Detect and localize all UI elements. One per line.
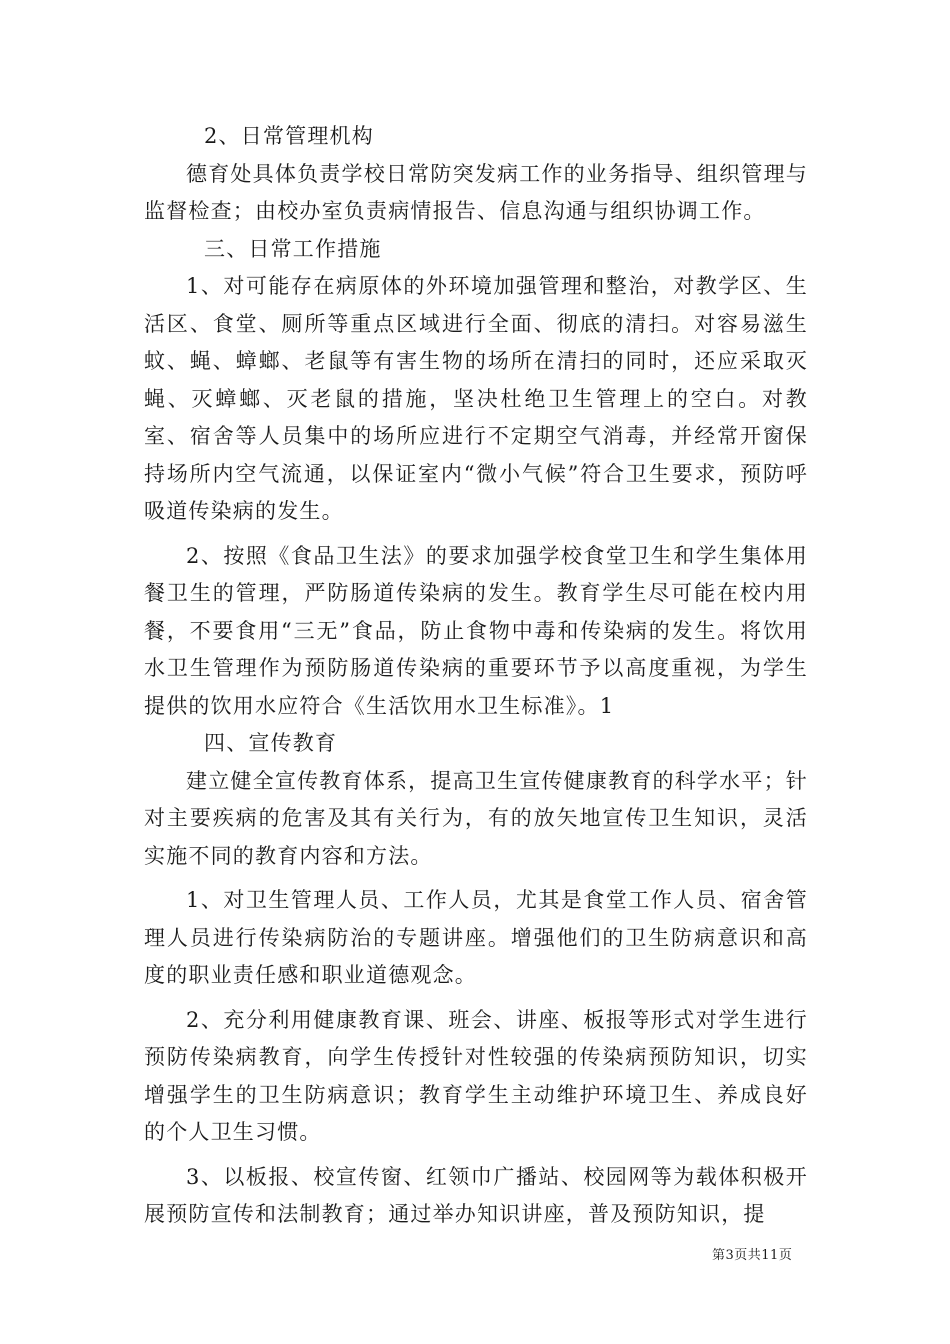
- paragraph-publicity-intro: 建立健全宣传教育体系，提高卫生宣传健康教育的科学水平；针对主要疾病的危害及其有关行为，有的放矢地宣传卫生知识，灵活实施不同的教育内容和方法。: [144, 768, 808, 868]
- page-number: 第3页共11页: [712, 1248, 793, 1263]
- paragraph-measure-1: 1、对可能存在病原体的外环境加强管理和整治，对教学区、生活区、食堂、厕所等重点区域进行全面、彻底的清扫。对容易滋生蚊、蝇、蟑螂、老鼠等有害生物的场所在清扫的同时，还应采取灭蝇、灭蟑螂、灭老鼠的措施，坚决杜绝卫生管理上的空白。对教室、宿舍等人员集中的场所应进行不定期空气消毒，并经常开窗保持场所内空气流通，以保证室内“微小气候”符合卫生要求，预防呼吸道传染病的发生。: [144, 274, 808, 523]
- paragraph-measure-2: 2、按照《食品卫生法》的要求加强学校食堂卫生和学生集体用餐卫生的管理，严防肠道传染病的发生。教育学生尽可能在校内用餐，不要食用“三无”食品，防止食物中毒和传染病的发生。将饮用水卫生管理作为预防肠道传染病的重要环节予以高度重视，为学生提供的饮用水应符合《生活饮用水卫生标准》。1: [144, 543, 808, 718]
- paragraph-responsibility: 德育处具体负责学校日常防突发病工作的业务指导、组织管理与监督检查；由校办室负责病情报告、信息沟通与组织协调工作。: [144, 161, 808, 223]
- section-heading-daily-measures: 三、日常工作措施: [204, 236, 382, 261]
- paragraph-publicity-1: 1、对卫生管理人员、工作人员，尤其是食堂工作人员、宿舍管理人员进行传染病防治的专题讲座。增强他们的卫生防病意识和高度的职业责任感和职业道德观念。: [144, 888, 808, 987]
- section-heading-publicity: 四、宣传教育: [204, 731, 338, 755]
- section-heading-daily-management: 2、日常管理机构: [204, 124, 374, 148]
- paragraph-publicity-3: 3、以板报、校宣传窗、红领巾广播站、校园网等为载体积极开展预防宣传和法制教育；通过举办知识讲座，普及预防知识，提: [144, 1164, 808, 1226]
- document-body: [144, 118, 808, 1234]
- paragraph-publicity-2: 2、充分利用健康教育课、班会、讲座、板报等形式对学生进行预防传染病教育，向学生传授针对性较强的传染病预防知识，切实增强学生的卫生防病意识；教育学生主动维护环境卫生、养成良好的个人卫生习惯。: [144, 1007, 808, 1144]
